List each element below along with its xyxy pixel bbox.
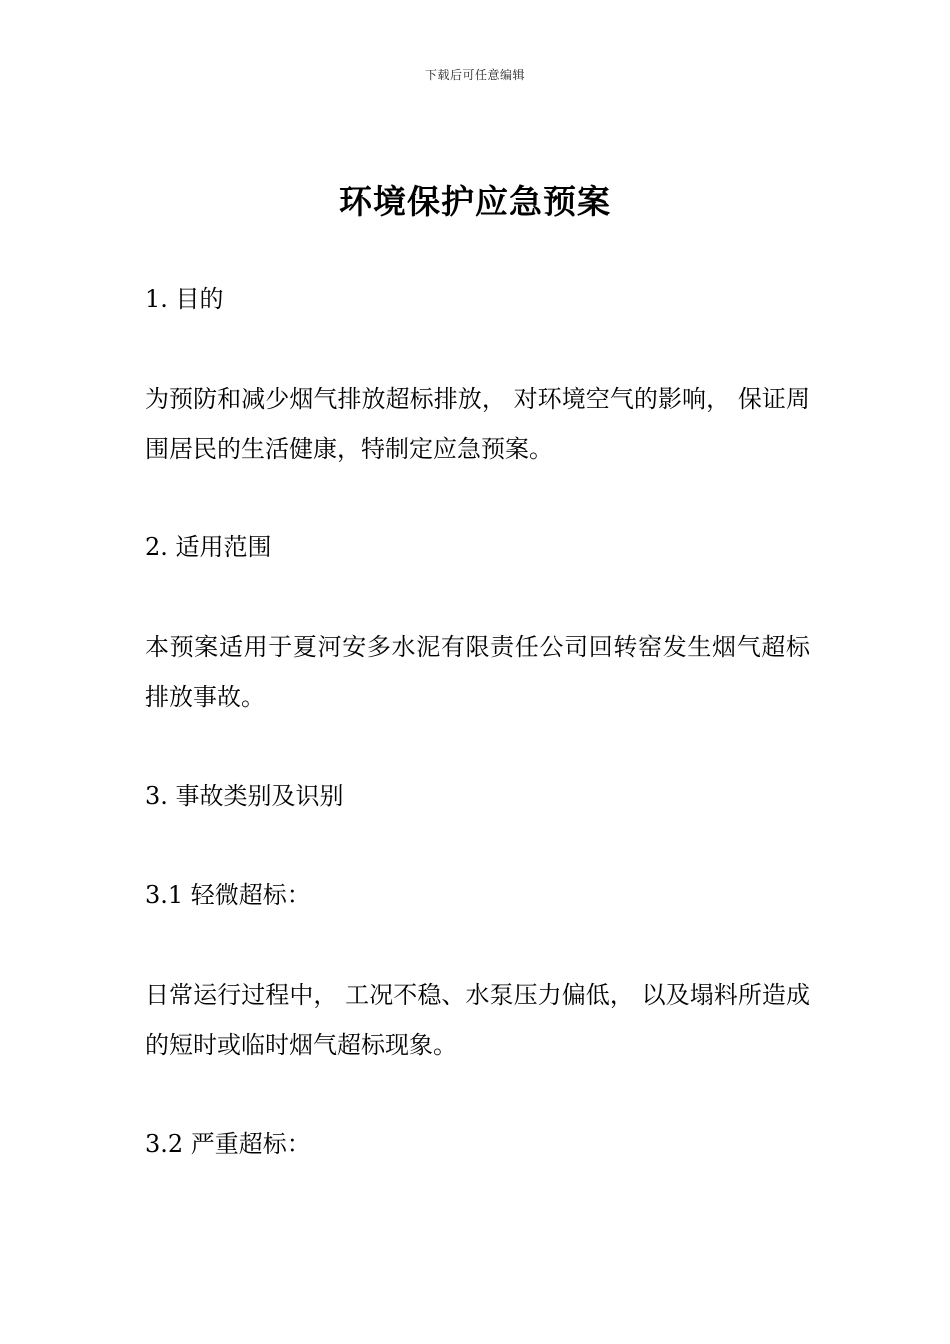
header-note: 下载后可任意编辑 [424, 68, 525, 82]
section-heading-scope: 2. 适用范围 [145, 533, 272, 561]
document-title: 环境保护应急预案 [339, 182, 611, 221]
section-heading-purpose: 1. 目的 [145, 285, 224, 313]
subsection-heading-minor: 3.1 轻微超标： [145, 881, 311, 909]
paragraph-scope: 本预案适用于夏河安多水泥有限责任公司回转窑发生烟气超标排放事故。 [145, 633, 810, 711]
subsection-heading-severe: 3.2 严重超标： [145, 1130, 311, 1158]
paragraph-purpose: 为预防和减少烟气排放超标排放， 对环境空气的影响， 保证周围居民的生活健康，特制定应急预案。 [145, 385, 810, 463]
section-heading-accident-types: 3. 事故类别及识别 [145, 782, 344, 810]
paragraph-minor: 日常运行过程中， 工况不稳、水泵压力偏低， 以及塌料所造成的短时或临时烟气超标现象。 [145, 981, 810, 1059]
